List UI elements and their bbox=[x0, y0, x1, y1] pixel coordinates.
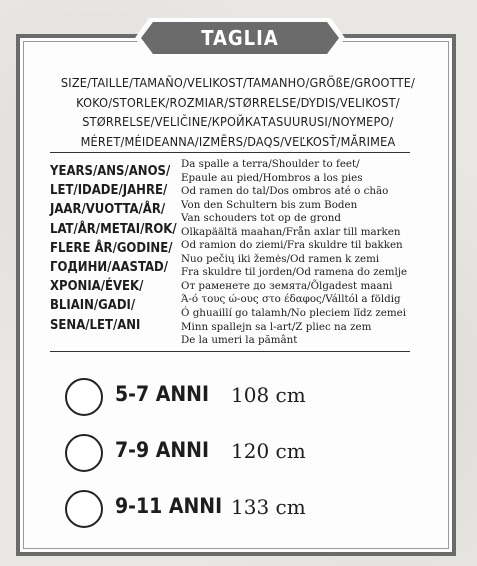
years-line: LAT/ÅR/METAI/ROK/ bbox=[50, 221, 177, 237]
title-banner bbox=[135, 18, 345, 58]
shoulder-to-feet-translations bbox=[181, 158, 431, 348]
shoulder-line: Nuo pečių iki žemės/Od ramen k zemi bbox=[181, 252, 380, 265]
title-text: TAGLIA bbox=[201, 26, 279, 50]
years-translations bbox=[50, 162, 180, 335]
shoulder-line: Od ramen do tal/Dos ombros até o chão bbox=[181, 185, 389, 198]
years-line: SENA/LET/ANI bbox=[50, 317, 141, 333]
shoulder-line: Fra skuldre til jorden/Od ramena do zemlje bbox=[181, 266, 408, 279]
shoulder-line: Von den Schultern bis zum Boden bbox=[181, 198, 358, 211]
years-line: ГОДИНИ/AASTAD/ bbox=[50, 260, 168, 276]
size-line: SIZE/TAILLE/TAMAÑO/VELIKOST/TAMANHO/GRÖßE/GROOTTE/ bbox=[60, 75, 416, 90]
height-value: 108 cm bbox=[231, 383, 306, 407]
divider-top bbox=[50, 152, 410, 153]
years-line: JAAR/VUOTTA/ÅR/ bbox=[50, 202, 166, 218]
size-checkbox-circle[interactable] bbox=[65, 378, 103, 416]
years-line: LET/IDADE/JAHRE/ bbox=[50, 183, 168, 199]
shoulder-line: Van schouders tot op de grond bbox=[181, 212, 341, 225]
age-range: 7-9 ANNI bbox=[115, 438, 209, 462]
size-option-row[interactable] bbox=[65, 378, 365, 418]
size-line: KOKO/STORLEK/ROZMIAR/STØRRELSE/DYDIS/VELIKOST/ bbox=[76, 94, 400, 110]
shoulder-line: Olkapäältä maahan/Från axlar till marken bbox=[181, 225, 401, 238]
shoulder-line: De la umeri la pământ bbox=[181, 334, 298, 347]
years-line: BLIAIN/GADI/ bbox=[50, 298, 136, 314]
shoulder-line: Epaule au pied/Hombros a los pies bbox=[181, 171, 363, 184]
shoulder-line: Minn spallejn sa l-art/Z pliec na zem bbox=[181, 320, 372, 333]
size-option-row[interactable] bbox=[65, 434, 365, 474]
size-checkbox-circle[interactable] bbox=[65, 434, 103, 472]
shoulder-line: Ά-ό τους ώ-ους στο έδαφος/Válltól a földig bbox=[181, 293, 401, 306]
years-line: FLERE ÅR/GODINE/ bbox=[50, 240, 173, 256]
size-translations bbox=[22, 73, 454, 151]
years-line: ΧΡΟΝΙΑ/ÉVEK/ bbox=[50, 279, 144, 295]
height-value: 120 cm bbox=[231, 439, 306, 463]
size-line: STØRRELSE/VELIČINE/КРОЙКАТАSUURUSI/NOYMEPO/ bbox=[82, 114, 394, 129]
shoulder-line: От раменете до земята/Õlgadest maani bbox=[181, 279, 393, 292]
divider-bottom bbox=[50, 351, 410, 352]
age-range: 9-11 ANNI bbox=[115, 494, 223, 518]
height-value: 133 cm bbox=[231, 495, 306, 519]
size-checkbox-circle[interactable] bbox=[65, 490, 103, 528]
age-range: 5-7 ANNI bbox=[115, 382, 209, 406]
years-line: YEARS/ANS/ANOS/ bbox=[50, 164, 171, 179]
shoulder-line: Ó ghuaillí go talamh/No pleciem līdz zemei bbox=[181, 307, 406, 320]
size-option-row[interactable] bbox=[65, 490, 365, 530]
shoulder-line: Od ramion do ziemi/Fra skuldre til bakken bbox=[181, 239, 403, 252]
size-line: MÉRET/MÉIDEANNA/IZMĒRS/DAQS/VEĽKOSŤ/MĂRIMEA bbox=[80, 133, 396, 149]
shoulder-line: Da spalle a terra/Shoulder to feet/ bbox=[181, 158, 360, 170]
